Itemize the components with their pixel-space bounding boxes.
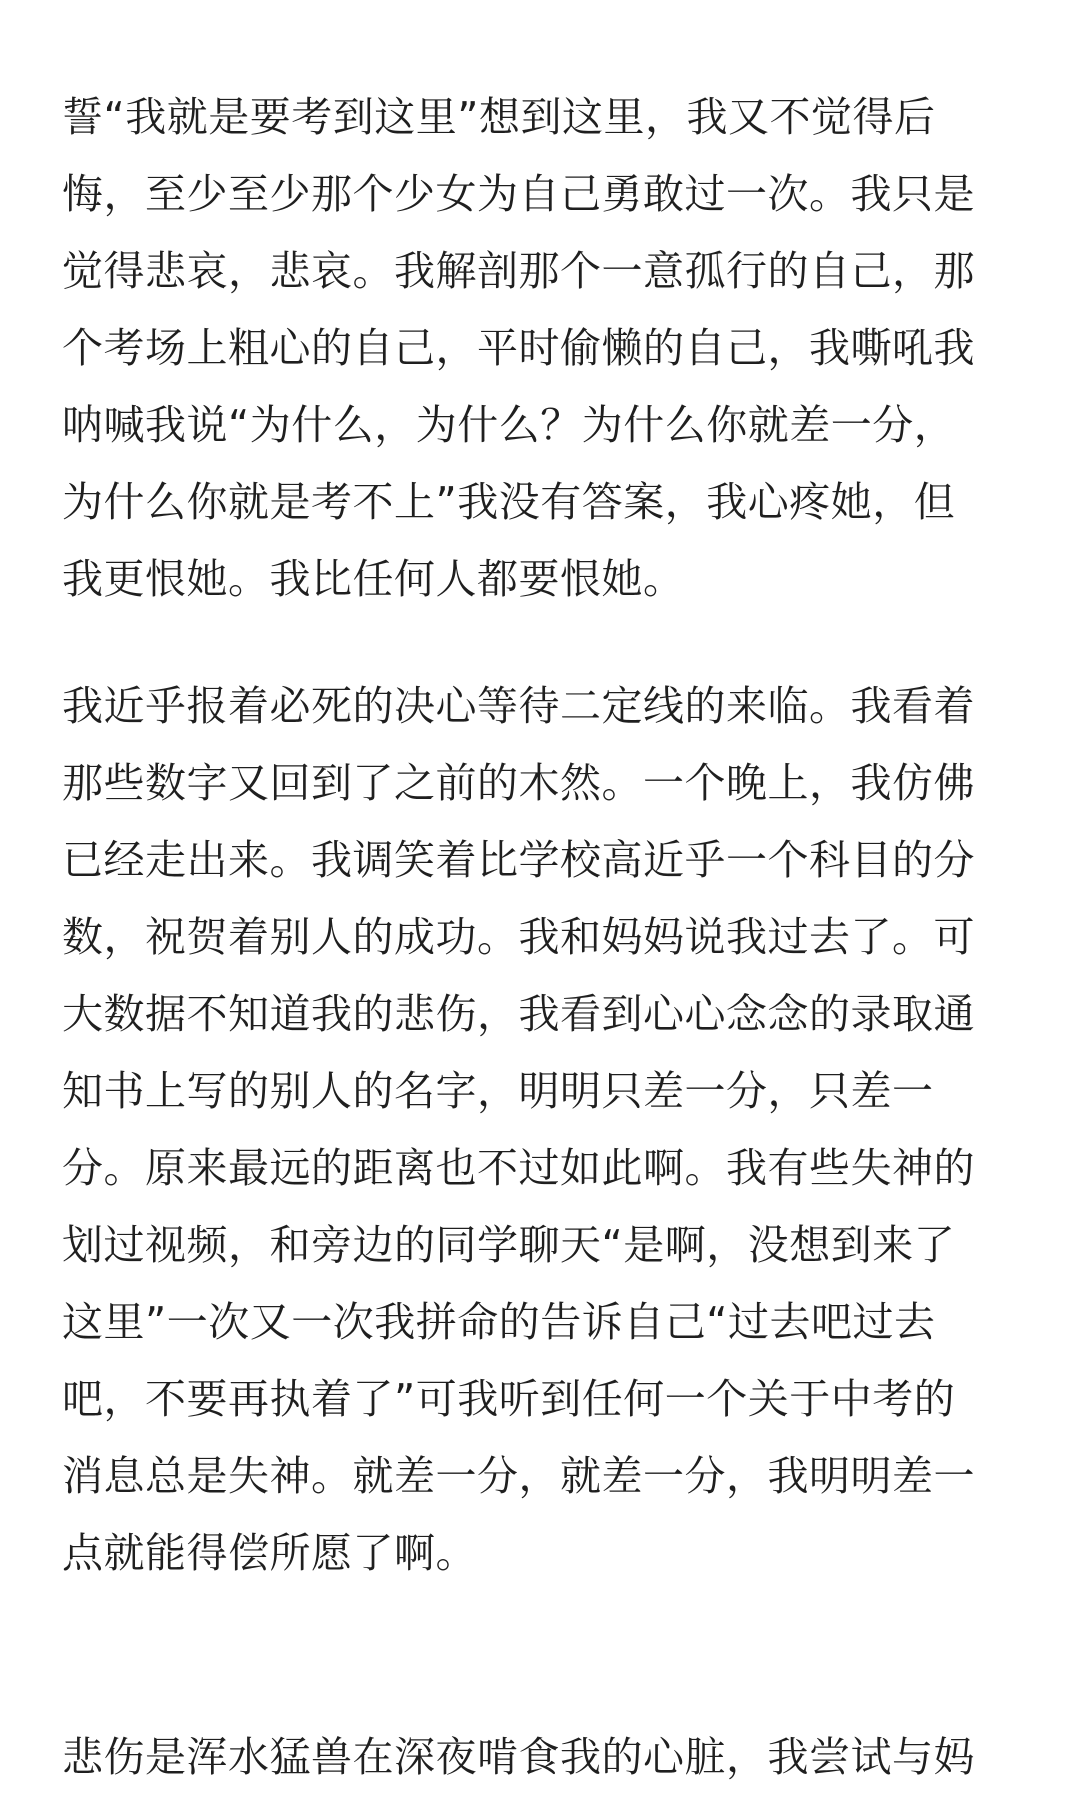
text-line: 那些数字又回到了之前的木然。一个晚上，我仿佛 xyxy=(62,759,975,807)
text-line: 吧，不要再执着了”可我听到任何一个关于中考的 xyxy=(62,1375,956,1423)
paragraph-2 xyxy=(62,668,1030,1669)
text-line: 悔，至少至少那个少女为自己勇敢过一次。我只是 xyxy=(62,170,975,218)
text-line: 觉得悲哀，悲哀。我解剖那个一意孤行的自己，那 xyxy=(62,247,975,295)
paragraph-3 xyxy=(62,1719,1030,1796)
text-line: 我近乎报着必死的决心等待二定线的来临。我看着 xyxy=(62,682,975,730)
text-line: 点就能得偿所愿了啊。 xyxy=(62,1529,477,1577)
paragraph-1 xyxy=(62,79,1030,618)
text-line: 划过视频，和旁边的同学聊天“是啊，没想到来了 xyxy=(62,1221,956,1269)
text-line: 个考场上粗心的自己，平时偷懒的自己，我嘶吼我 xyxy=(62,324,975,372)
text-line: 已经走出来。我调笑着比学校高近乎一个科目的分 xyxy=(62,836,975,884)
text-line: 知书上写的别人的名字，明明只差一分，只差一 xyxy=(62,1067,934,1115)
text-line: 数，祝贺着别人的成功。我和妈妈说我过去了。可 xyxy=(62,913,975,961)
text-line: 消息总是失神。就差一分，就差一分，我明明差一 xyxy=(62,1452,975,1500)
text-line xyxy=(62,1592,1030,1669)
text-line: 誓“我就是要考到这里”想到这里，我又不觉得后 xyxy=(62,93,936,141)
text-line: 我更恨她。我比任何人都要恨她。 xyxy=(62,555,685,603)
text-line: 呐喊我说“为什么，为什么？为什么你就差一分， xyxy=(62,401,956,449)
text-line: 这里”一次又一次我拼命的告诉自己“过去吧过去 xyxy=(62,1298,936,1346)
text-line: 分。原来最远的距离也不过如此啊。我有些失神的 xyxy=(62,1144,975,1192)
text-line: 悲伤是浑水猛兽在深夜啃食我的心脏，我尝试与妈 xyxy=(62,1733,975,1781)
text-line: 为什么你就是考不上”我没有答案，我心疼她，但 xyxy=(62,478,956,526)
text-line: 大数据不知道我的悲伤，我看到心心念念的录取通 xyxy=(62,990,975,1038)
